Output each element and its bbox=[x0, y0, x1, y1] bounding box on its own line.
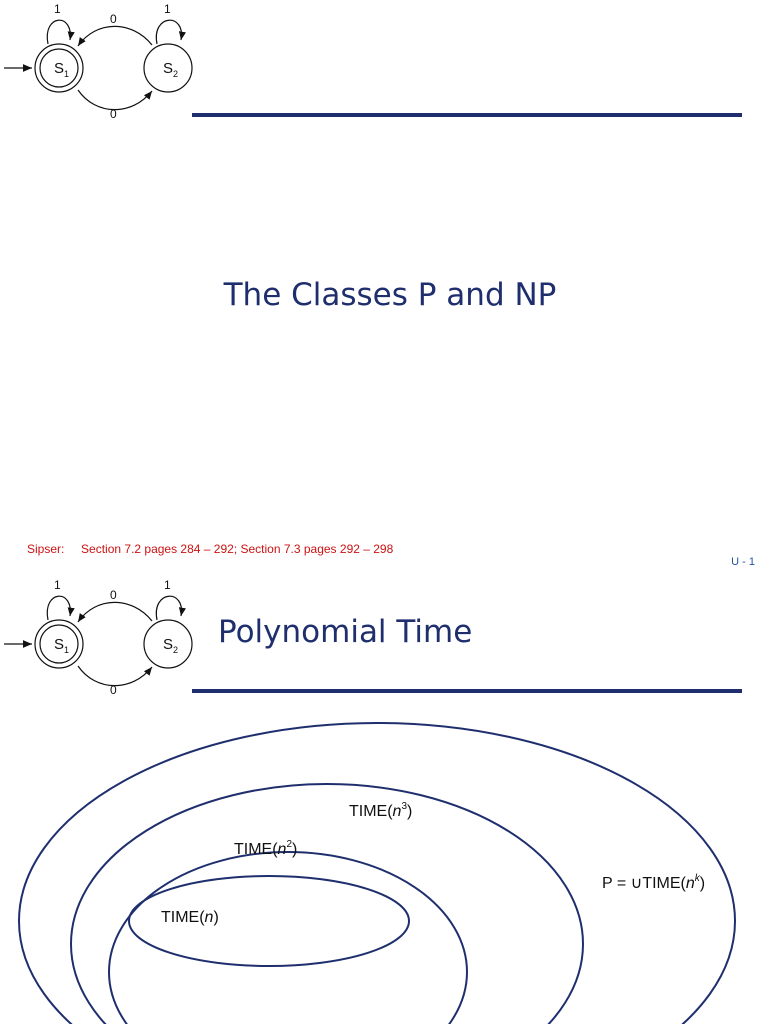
loop-s2 bbox=[156, 20, 181, 44]
complexity-class-diagram bbox=[0, 706, 768, 1024]
loop-s2 bbox=[156, 596, 181, 620]
p-class-label: $P = \cup TIME(n^k)$ bbox=[602, 873, 706, 892]
polynomial-time-slide bbox=[0, 576, 768, 1024]
loop-s1-label: 1 bbox=[54, 578, 61, 592]
time-n3-ellipse bbox=[71, 784, 583, 1024]
state-s2-label: $S_2$ bbox=[163, 636, 179, 655]
loop-s1-label: 1 bbox=[54, 2, 61, 16]
state-s1-label: $S_1$ bbox=[54, 636, 70, 655]
slide-title: Polynomial Time bbox=[218, 614, 473, 650]
time-n-label: TIME(n) bbox=[161, 909, 219, 926]
loop-s1 bbox=[47, 20, 70, 44]
title-rule bbox=[192, 689, 742, 693]
bottom-edge-label: 0 bbox=[110, 107, 117, 121]
state-s2-label: $S_2$ bbox=[163, 60, 179, 79]
top-edge-label: 0 bbox=[110, 588, 117, 602]
time-n3-label: $TIME(n^3)$ bbox=[349, 801, 413, 820]
p-class-ellipse bbox=[19, 723, 735, 1024]
bottom-edge-label: 0 bbox=[110, 683, 117, 697]
slide-title: The Classes P and NP bbox=[223, 277, 557, 313]
top-edge-label: 0 bbox=[110, 12, 117, 26]
reference-note bbox=[27, 542, 393, 556]
edge-s2-s1 bbox=[78, 602, 152, 622]
title-rule bbox=[192, 113, 742, 117]
time-n2-label: $TIME(n^2)$ bbox=[234, 839, 298, 858]
edge-s2-s1 bbox=[78, 26, 152, 46]
state-s1-label: $S_1$ bbox=[54, 60, 70, 79]
loop-s1 bbox=[47, 596, 70, 620]
automaton-logo bbox=[4, 0, 200, 125]
automaton-logo bbox=[4, 576, 200, 701]
loop-s2-label: 1 bbox=[164, 2, 171, 16]
time-n2-ellipse bbox=[109, 852, 467, 1024]
reference-label: Sipser: bbox=[27, 542, 65, 556]
reference-text: Section 7.2 pages 284 – 292; Section 7.3 pages 292 – 298 bbox=[81, 542, 394, 556]
loop-s2-label: 1 bbox=[164, 578, 171, 592]
page-number: U - 1 bbox=[731, 556, 755, 568]
